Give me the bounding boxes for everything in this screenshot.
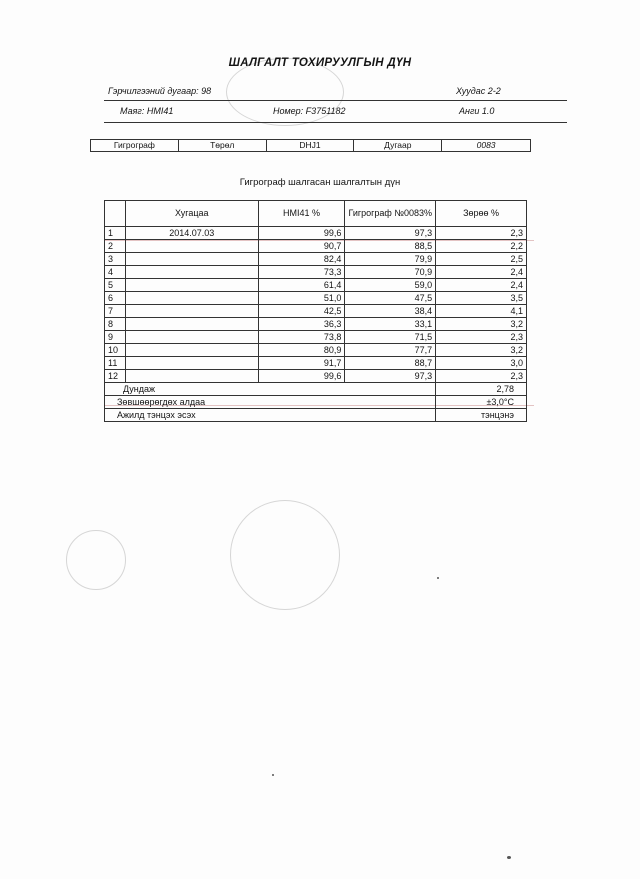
table-row — [105, 240, 527, 253]
row-index: 2 — [105, 240, 126, 253]
results-subtitle: Гигрограф шалгасан шалгалтын дүн — [239, 177, 401, 188]
tolerance-label: Зөвшөөрөгдөх алдаа — [105, 396, 436, 409]
row-difference: 2,2 — [436, 240, 527, 253]
row-hmi41: 80,9 — [258, 344, 345, 357]
row-difference: 3,2 — [436, 318, 527, 331]
table-row — [105, 318, 527, 331]
suitability-value: тэнцэнэ — [436, 409, 527, 422]
serial-label: Номер: F3751182 — [273, 106, 346, 116]
row-date — [125, 370, 258, 383]
table-row — [105, 253, 527, 266]
bleed-through-seal — [230, 500, 340, 610]
row-index: 10 — [105, 344, 126, 357]
row-date — [125, 305, 258, 318]
row-index: 6 — [105, 292, 126, 305]
header-rule — [104, 122, 567, 123]
row-hygrograph: 70,9 — [345, 266, 436, 279]
results-header-row — [105, 201, 527, 227]
table-row — [105, 279, 527, 292]
row-hygrograph: 97,3 — [345, 370, 436, 383]
row-date — [125, 344, 258, 357]
table-row — [105, 344, 527, 357]
page-number: Хуудас 2-2 — [456, 86, 501, 96]
speck — [507, 856, 511, 859]
row-date — [125, 318, 258, 331]
table-row — [105, 292, 527, 305]
row-date: 2014.07.03 — [125, 227, 258, 240]
device-info-row — [91, 140, 531, 152]
column-header-hygrograph: Гигрограф №0083% — [345, 201, 436, 227]
average-value: 2,78 — [436, 383, 527, 396]
table-row — [105, 227, 527, 240]
device-kind-value: DHJ1 — [266, 140, 354, 152]
row-hygrograph: 38,4 — [345, 305, 436, 318]
row-difference: 3,5 — [436, 292, 527, 305]
bleed-through-seal-small — [66, 530, 126, 590]
certificate-number: Гэрчилгээний дугаар: 98 — [108, 86, 212, 96]
row-hygrograph: 79,9 — [345, 253, 436, 266]
column-header-date: Хугацаа — [125, 201, 258, 227]
column-header-hmi41: HMI41 % — [258, 201, 345, 227]
results-table — [104, 200, 527, 422]
row-hmi41: 42,5 — [258, 305, 345, 318]
row-difference: 3,2 — [436, 344, 527, 357]
device-info-table — [90, 139, 531, 152]
row-hygrograph: 59,0 — [345, 279, 436, 292]
row-difference: 2,4 — [436, 266, 527, 279]
row-date — [125, 279, 258, 292]
table-row — [105, 331, 527, 344]
row-hygrograph: 88,7 — [345, 357, 436, 370]
row-hygrograph: 77,7 — [345, 344, 436, 357]
row-hmi41: 36,3 — [258, 318, 345, 331]
speck — [437, 577, 439, 579]
row-index: 8 — [105, 318, 126, 331]
row-index: 4 — [105, 266, 126, 279]
row-hygrograph: 88,5 — [345, 240, 436, 253]
row-index: 7 — [105, 305, 126, 318]
row-index: 9 — [105, 331, 126, 344]
model-label: Маяг: HMI41 — [120, 106, 174, 116]
row-index: 1 — [105, 227, 126, 240]
device-kind-label: Төрөл — [178, 140, 266, 152]
column-header-difference: Зөрөө % — [436, 201, 527, 227]
row-date — [125, 266, 258, 279]
row-date — [125, 240, 258, 253]
row-hygrograph: 47,5 — [345, 292, 436, 305]
speck — [272, 774, 274, 776]
device-number-label: Дугаар — [354, 140, 442, 152]
document-title: ШАЛГАЛТ ТОХИРУУЛГЫН ДҮН — [228, 57, 412, 69]
row-hmi41: 90,7 — [258, 240, 345, 253]
table-row — [105, 370, 527, 383]
row-hygrograph: 71,5 — [345, 331, 436, 344]
row-hmi41: 99,6 — [258, 370, 345, 383]
row-hmi41: 61,4 — [258, 279, 345, 292]
row-difference: 2,5 — [436, 253, 527, 266]
row-date — [125, 292, 258, 305]
table-row — [105, 305, 527, 318]
row-hmi41: 99,6 — [258, 227, 345, 240]
row-difference: 2,3 — [436, 370, 527, 383]
row-hygrograph: 33,1 — [345, 318, 436, 331]
header-rule — [104, 100, 567, 101]
row-hmi41: 73,3 — [258, 266, 345, 279]
row-difference: 3,0 — [436, 357, 527, 370]
table-row — [105, 357, 527, 370]
row-date — [125, 253, 258, 266]
summary-row-average — [105, 383, 527, 396]
row-index: 12 — [105, 370, 126, 383]
suitability-label: Ажилд тэнцэх эсэх — [105, 409, 436, 422]
row-hmi41: 91,7 — [258, 357, 345, 370]
summary-row-suitability — [105, 409, 527, 422]
grade-label: Анги 1.0 — [459, 106, 495, 116]
row-index: 11 — [105, 357, 126, 370]
average-label: Дундаж — [105, 383, 436, 396]
summary-row-tolerance — [105, 396, 527, 409]
row-hmi41: 82,4 — [258, 253, 345, 266]
row-difference: 4,1 — [436, 305, 527, 318]
row-hmi41: 51,0 — [258, 292, 345, 305]
row-hygrograph: 97,3 — [345, 227, 436, 240]
row-index: 5 — [105, 279, 126, 292]
row-difference: 2,3 — [436, 331, 527, 344]
device-number-value: 0083 — [442, 140, 531, 152]
table-row — [105, 266, 527, 279]
row-difference: 2,4 — [436, 279, 527, 292]
column-header-index — [105, 201, 126, 227]
device-type-cell: Гигрограф — [91, 140, 179, 152]
row-date — [125, 331, 258, 344]
row-hmi41: 73,8 — [258, 331, 345, 344]
row-difference: 2,3 — [436, 227, 527, 240]
tolerance-value: ±3,0°С — [436, 396, 527, 409]
row-index: 3 — [105, 253, 126, 266]
row-date — [125, 357, 258, 370]
